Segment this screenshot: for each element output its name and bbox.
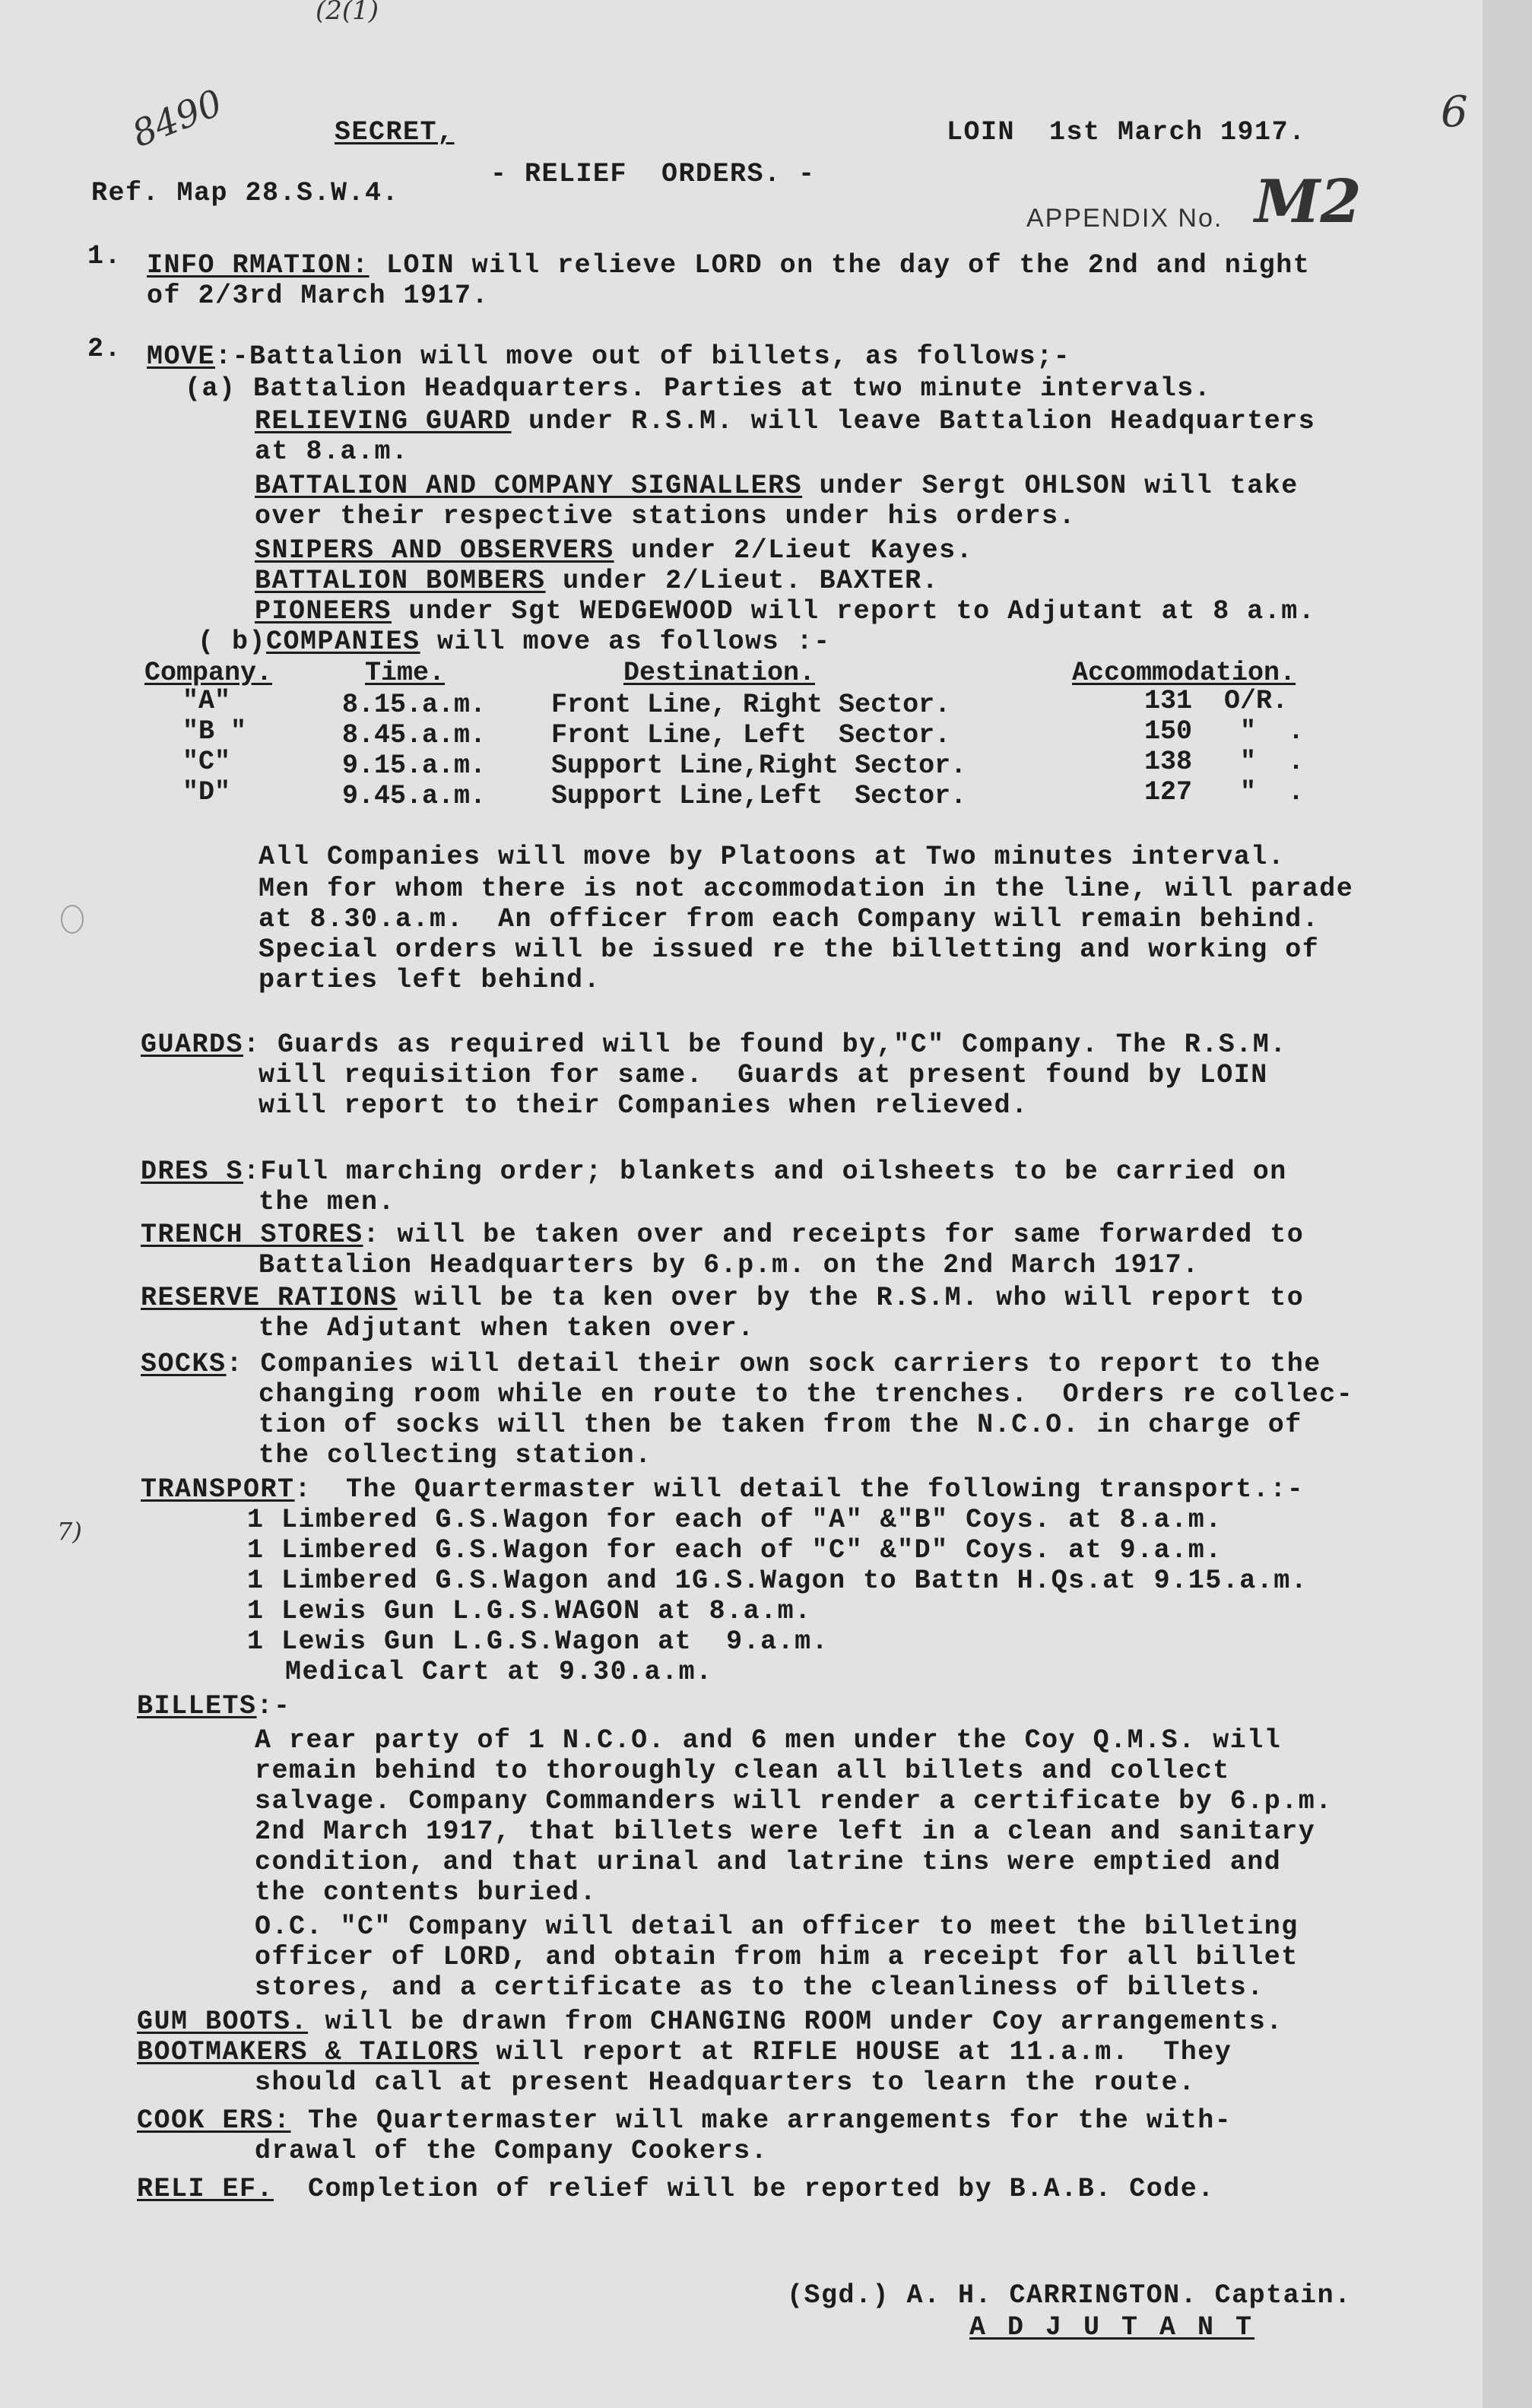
table-row-b-time: 8.45.a.m. xyxy=(342,720,487,750)
billets-line: stores, and a certificate as to the cleanliness of billets. xyxy=(255,1972,1264,2003)
transport-item: Medical Cart at 9.30.a.m. xyxy=(285,1657,713,1687)
table-row-a-company: "A" xyxy=(182,686,231,716)
reserve-rations-text: will be ta ken over by the R.S.M. who will report to xyxy=(397,1283,1305,1313)
table-header-accommodation: Accommodation. xyxy=(1072,658,1296,688)
para1-line2: of 2/3rd March 1917. xyxy=(147,281,490,311)
dress-line2: the men. xyxy=(259,1187,396,1217)
table-row-b-accommodation: 150 " . xyxy=(1144,716,1305,747)
socks-line4: the collecting station. xyxy=(259,1440,652,1470)
relieving-guard-cont: at 8.a.m. xyxy=(255,436,409,467)
billets-line: O.C. "C" Company will detail an officer to meet the billeting xyxy=(255,1911,1299,1942)
guards-text: : Guards as required will be found by,"C" Company. The R.S.M. xyxy=(243,1030,1287,1060)
billets-line: A rear party of 1 N.C.O. and 6 men under the Coy Q.M.S. will xyxy=(255,1725,1282,1756)
dress-line1 xyxy=(141,1157,1287,1186)
signature-title: A D J U T A N T xyxy=(969,2312,1255,2343)
pioneers xyxy=(255,597,1315,626)
transport-label: TRANSPORT xyxy=(141,1474,295,1505)
table-row-c-company: "C" xyxy=(182,747,231,777)
relief-line xyxy=(137,2175,1215,2203)
snipers-label: SNIPERS AND OBSERVERS xyxy=(255,535,614,566)
reserve-rations-line2: the Adjutant when taken over. xyxy=(259,1313,755,1344)
signallers-text: under Sergt OHLSON will take xyxy=(802,471,1299,501)
signallers-label: BATTALION AND COMPANY SIGNALLERS xyxy=(255,471,803,501)
companies-note-line: Men for whom there is not accommodation in the line, will parade xyxy=(259,874,1354,904)
companies-heading xyxy=(198,627,831,656)
billets-suffix: :- xyxy=(256,1691,291,1721)
companies-note-line: parties left behind. xyxy=(259,965,601,995)
transport-line xyxy=(141,1475,1304,1504)
place-date: LOIN 1st March 1917. xyxy=(947,117,1306,148)
move-label: MOVE xyxy=(147,341,216,372)
relief-text: Completion of relief will be reported by B.A.B. Code. xyxy=(274,2174,1215,2204)
bootmakers-line2: should call at present Headquarters to learn the route. xyxy=(255,2067,1196,2098)
signature-name: (Sgd.) A. H. CARRINGTON. Captain. xyxy=(787,2280,1352,2311)
companies-note-line: All Companies will move by Platoons at Two minutes interval. xyxy=(259,842,1286,872)
info-text: LOIN will relieve LORD on the day of the 2nd and night xyxy=(369,250,1311,281)
pioneers-text: under Sgt WEDGEWOOD will report to Adjutant at 8 a.m. xyxy=(392,596,1316,627)
table-row-d-time: 9.45.a.m. xyxy=(342,781,487,811)
bootmakers-label: BOOTMAKERS & TAILORS xyxy=(137,2037,480,2067)
companies-prefix: ( b) xyxy=(198,627,267,657)
move-line xyxy=(147,342,1070,371)
socks-label: SOCKS xyxy=(141,1349,227,1379)
billets-line: salvage. Company Commanders will render a certificate by 6.p.m. xyxy=(255,1786,1333,1816)
table-row-d-accommodation: 127 " . xyxy=(1144,777,1305,807)
guards-line2: will requisition for same. Guards at present found by LOIN xyxy=(259,1060,1268,1090)
file-number: 8490 xyxy=(125,81,229,156)
relieving-guard-text: under R.S.M. will leave Battalion Headquarters xyxy=(511,406,1316,436)
table-row-c-destination: Support Line,Right Sector. xyxy=(551,750,967,781)
gum-boots-text: will be drawn from CHANGING ROOM under Coy arrangements. xyxy=(308,2007,1283,2037)
dress-label: DRES S xyxy=(141,1156,244,1187)
guards-line3: will report to their Companies when relieved. xyxy=(259,1090,1029,1121)
socks-line1 xyxy=(141,1350,1321,1378)
signallers-cont: over their respective stations under his orders. xyxy=(255,501,1077,531)
trench-stores-line2: Battalion Headquarters by 6.p.m. on the 2nd March 1917. xyxy=(259,1250,1200,1280)
billets-line: the contents buried. xyxy=(255,1877,598,1908)
cookers-label: COOK ERS: xyxy=(137,2105,291,2136)
underlying-page-edge xyxy=(1483,0,1532,2408)
top-scribble: (2(1) xyxy=(316,0,379,26)
companies-note-line: at 8.30.a.m. An officer from each Company will remain behind. xyxy=(259,904,1320,934)
companies-label: COMPANIES xyxy=(266,627,420,657)
para2-number: 2. xyxy=(87,334,122,364)
punch-hole-mark xyxy=(61,905,84,934)
bombers xyxy=(255,566,939,595)
transport-item: 1 Lewis Gun L.G.S.Wagon at 9.a.m. xyxy=(247,1626,829,1657)
gum-boots-line xyxy=(137,2007,1283,2036)
transport-item: 1 Lewis Gun L.G.S.WAGON at 8.a.m. xyxy=(247,1596,812,1626)
table-row-d-destination: Support Line,Left Sector. xyxy=(551,781,967,811)
cookers-line1 xyxy=(137,2106,1232,2135)
companies-text: will move as follows :- xyxy=(420,627,831,657)
pioneers-label: PIONEERS xyxy=(255,596,392,627)
table-row-c-accommodation: 138 " . xyxy=(1144,747,1305,777)
billets-heading xyxy=(137,1692,291,1721)
relieving-guard-label: RELIEVING GUARD xyxy=(255,406,512,436)
move-intro: :-Battalion will move out of billets, as follows;- xyxy=(215,341,1071,372)
table-row-b-destination: Front Line, Left Sector. xyxy=(551,720,951,750)
map-reference: Ref. Map 28.S.W.4. xyxy=(91,178,400,208)
companies-note-line: Special orders will be issued re the billetting and working of xyxy=(259,934,1320,965)
trench-stores-label: TRENCH STORES xyxy=(141,1220,363,1250)
info-label: INFO RMATION: xyxy=(147,250,370,281)
cookers-text: The Quartermaster will make arrangements for the with- xyxy=(290,2105,1232,2136)
bombers-text: under 2/Lieut. BAXTER. xyxy=(545,566,940,596)
table-header-destination: Destination. xyxy=(623,658,816,688)
guards-label: GUARDS xyxy=(141,1030,244,1060)
page-number: 6 xyxy=(1441,87,1468,137)
table-header-company: Company. xyxy=(144,658,273,688)
classification: SECRET, xyxy=(335,117,455,148)
socks-text: : Companies will detail their own sock carriers to report to the xyxy=(226,1349,1321,1379)
billets-line: remain behind to thoroughly clean all billets and collect xyxy=(255,1756,1230,1786)
cookers-line2: drawal of the Company Cookers. xyxy=(255,2136,769,2166)
snipers-text: under 2/Lieut Kayes. xyxy=(614,535,974,566)
table-row-a-time: 8.15.a.m. xyxy=(342,690,487,720)
trench-stores-line1 xyxy=(141,1220,1304,1249)
billets-line: condition, and that urinal and latrine tins were emptied and xyxy=(255,1847,1282,1877)
signallers xyxy=(255,471,1299,500)
socks-line2: changing room while en route to the trenches. Orders re collec- xyxy=(259,1379,1354,1410)
appendix-value: M2 xyxy=(1254,167,1362,236)
socks-line3: tion of socks will then be taken from the N.C.O. in charge of xyxy=(259,1410,1302,1440)
table-row-c-time: 9.15.a.m. xyxy=(342,750,487,781)
table-row-b-company: "B " xyxy=(182,716,247,747)
table-row-a-destination: Front Line, Right Sector. xyxy=(551,690,951,720)
move-a: (a) Battalion Headquarters. Parties at two minute intervals. xyxy=(185,373,1212,404)
billets-line: officer of LORD, and obtain from him a receipt for all billet xyxy=(255,1942,1299,1972)
margin-mark: 7) xyxy=(57,1517,82,1546)
para1-number: 1. xyxy=(87,241,122,271)
table-row-d-company: "D" xyxy=(182,777,231,807)
gum-boots-label: GUM BOOTS. xyxy=(137,2007,309,2037)
billets-label: BILLETS xyxy=(137,1691,257,1721)
bootmakers-line1 xyxy=(137,2038,1232,2067)
transport-item: 1 Limbered G.S.Wagon for each of "A" &"B" Coys. at 8.a.m. xyxy=(247,1505,1223,1535)
guards-line1 xyxy=(141,1030,1287,1059)
relief-label: RELI EF. xyxy=(137,2174,274,2204)
table-row-a-accommodation: 131 O/R. xyxy=(1144,686,1289,716)
transport-intro: : The Quartermaster will detail the following transport.:- xyxy=(294,1474,1305,1505)
transport-item: 1 Limbered G.S.Wagon for each of "C" &"D" Coys. at 9.a.m. xyxy=(247,1535,1223,1566)
reserve-rations-line1 xyxy=(141,1283,1304,1312)
billets-line: 2nd March 1917, that billets were left in a clean and sanitary xyxy=(255,1816,1316,1847)
orders-title: - RELIEF ORDERS. - xyxy=(490,159,816,189)
appendix-label: APPENDIX No. xyxy=(1026,204,1223,233)
bootmakers-text: will report at RIFLE HOUSE at 11.a.m. They xyxy=(479,2037,1232,2067)
dress-text: :Full marching order; blankets and oilsheets to be carried on xyxy=(243,1156,1287,1187)
trench-stores-text: : will be taken over and receipts for same forwarded to xyxy=(363,1220,1305,1250)
relieving-guard xyxy=(255,407,1315,436)
table-header-time: Time. xyxy=(365,658,446,688)
snipers xyxy=(255,536,973,565)
bombers-label: BATTALION BOMBERS xyxy=(255,566,546,596)
transport-item: 1 Limbered G.S.Wagon and 1G.S.Wagon to Battn H.Qs.at 9.15.a.m. xyxy=(247,1566,1308,1596)
reserve-rations-label: RESERVE RATIONS xyxy=(141,1283,398,1313)
para1-line1 xyxy=(147,251,1310,280)
